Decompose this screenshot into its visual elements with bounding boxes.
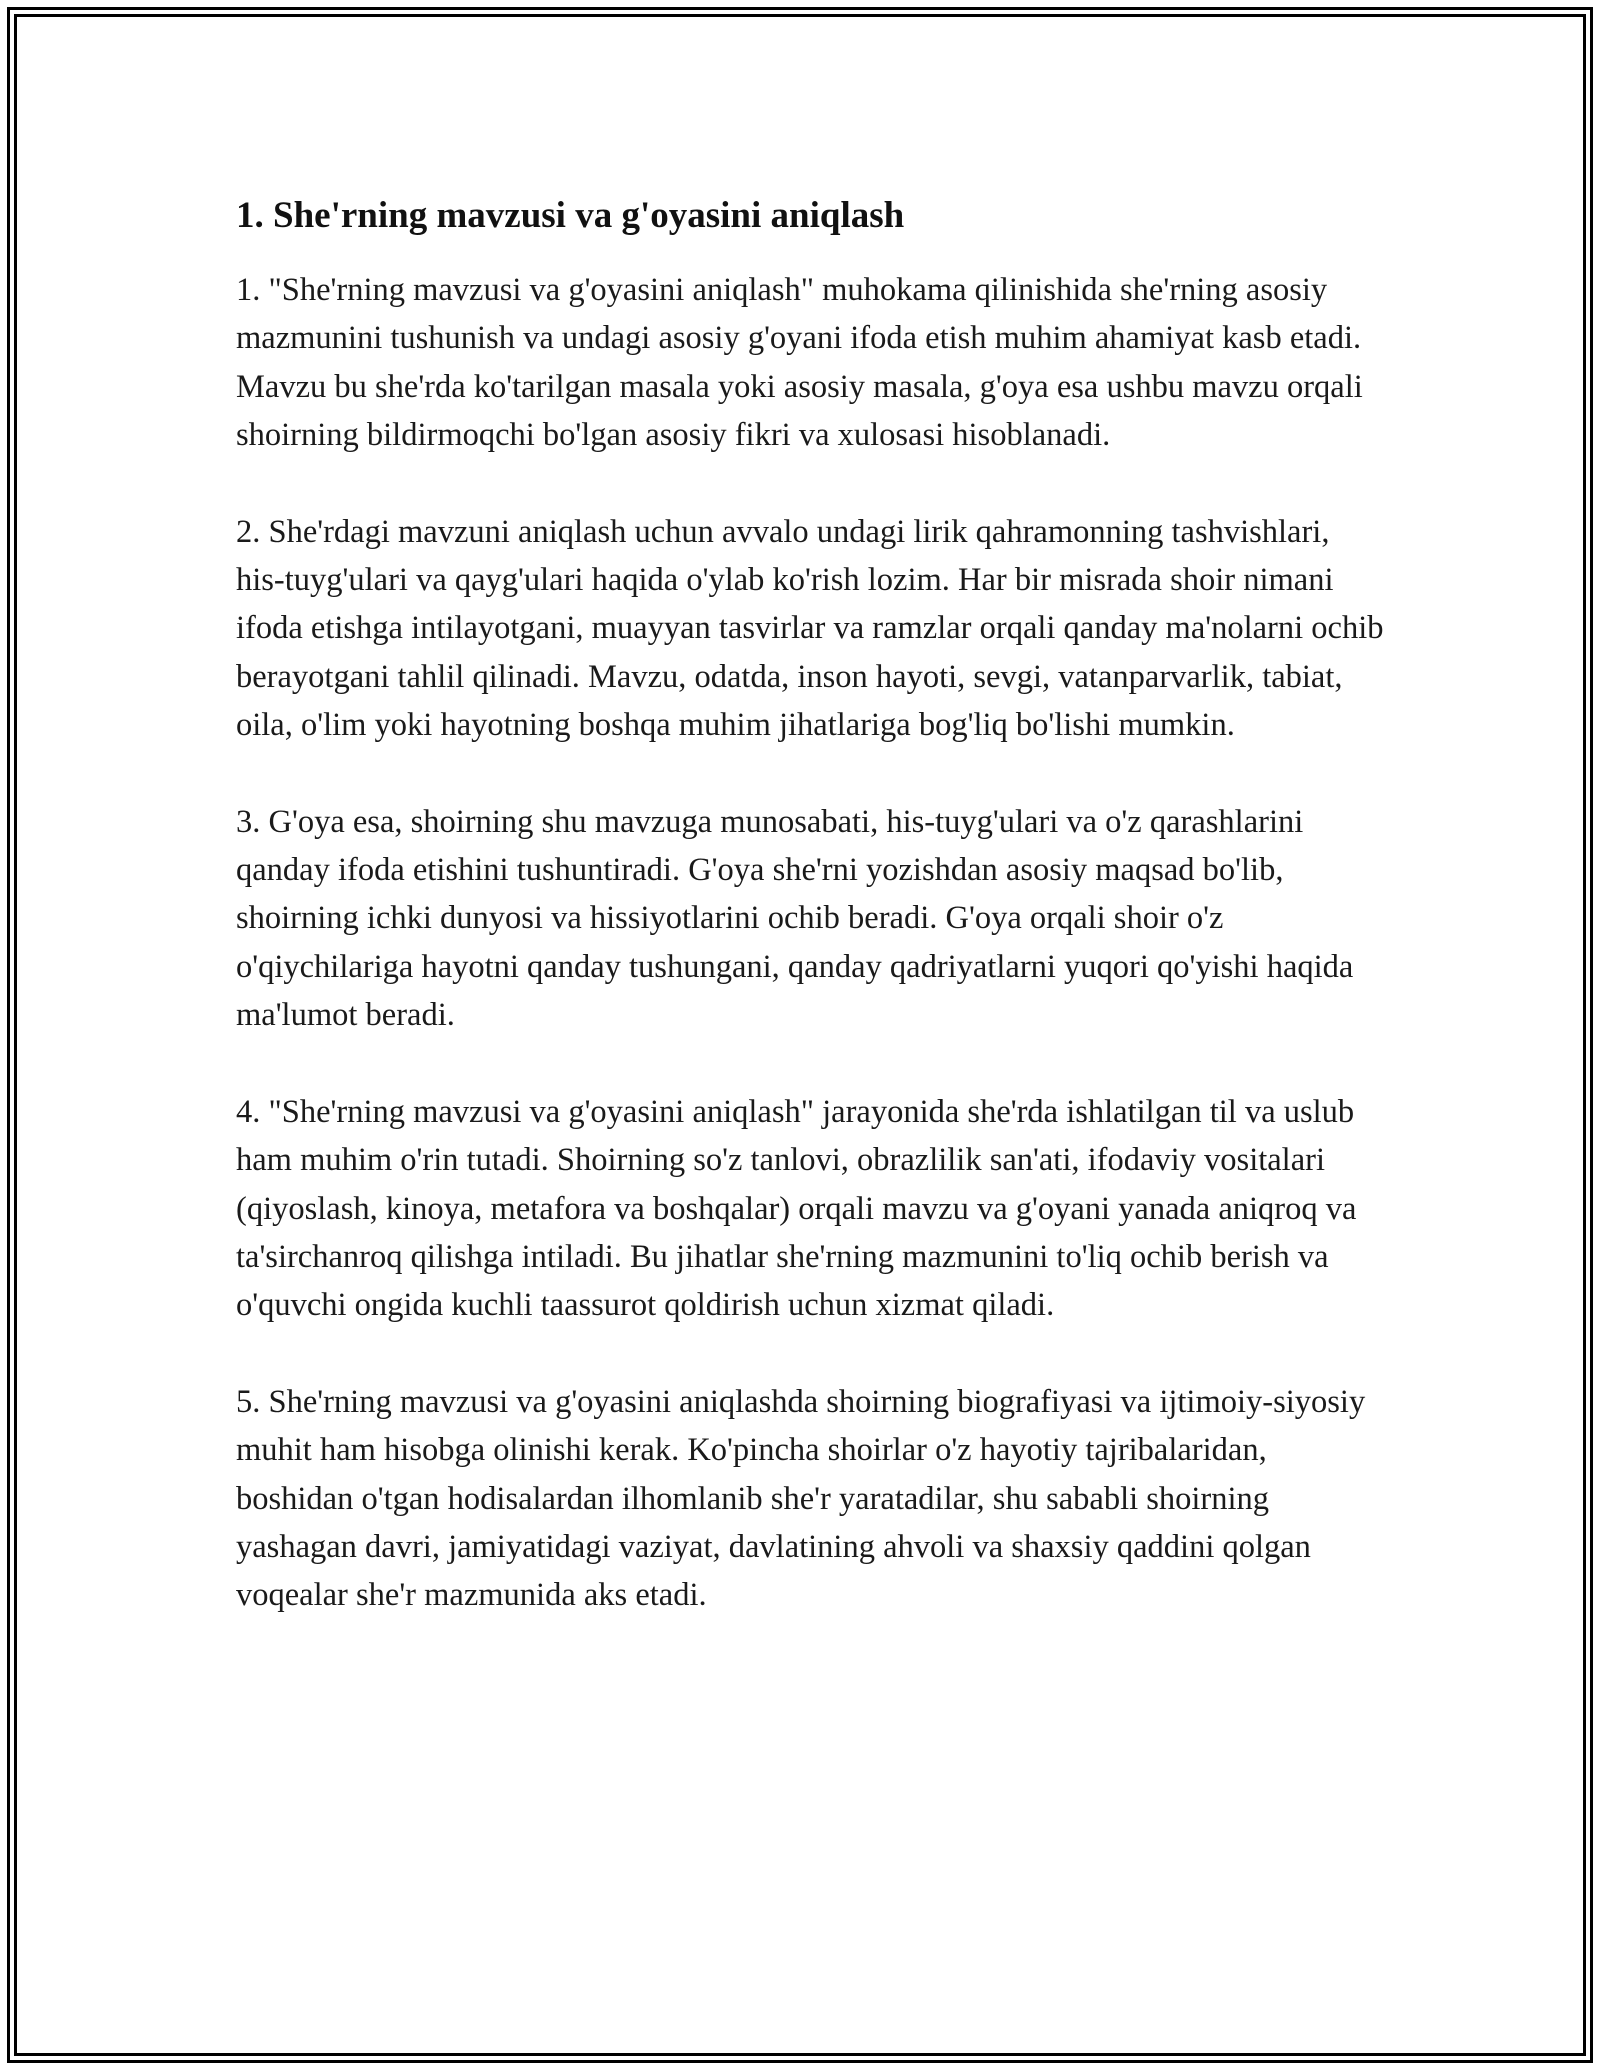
paragraph-3: 3. G'oya esa, shoirning shu mavzuga munosabati, his-tuyg'ulari va o'z qarashlarini qanday ifoda etishini tushuntiradi. G'oya she'rni yozishdan asosiy maqsad bo'lib, shoirning ichki dunyosi va hissiyotlarini ochib beradi. G'oya orqali shoir o'z o'qiychilariga hayotni qanday tushungani, qanday qadriyatlarni yuqori qo'yishi haqida ma'lumot beradi. xyxy=(236,803,1354,1034)
paragraph-1: 1. "She'rning mavzusi va g'oyasini aniqlash" muhokama qilinishida she'rning asosiy mazmunini tushunish va undagi asosiy g'oyani ifoda etish muhim ahamiyat kasb etadi. Mavzu bu she'rda ko'tarilgan masala yoki asosiy masala, g'oya esa ushbu mavzu orqali shoirning bildirmoqchi bo'lgan asosiy fikri va xulosasi hisoblanadi. xyxy=(236,272,1363,454)
paragraph-4: 4. "She'rning mavzusi va g'oyasini aniqlash" jarayonida she'rda ishlatilgan til va uslub ham muhim o'rin tutadi. Shoirning so'z tanlovi, obrazlilik san'ati, ifodaviy vositalari (qiyoslash, kinoya, metafora va boshqalar) orqali mavzu va g'oyani yanada aniqroq va ta'sirchanroq qilishga intiladi. Bu jihatlar she'rning mazmunini to'liq ochib berish va o'quvchi ongida kuchli taassurot qoldirish uchun xizmat qiladi. xyxy=(236,1093,1357,1324)
paragraph-2: 2. She'rdagi mavzuni aniqlash uchun avvalo undagi lirik qahramonning tashvishlari, his-tuyg'ulari va qayg'ulari haqida o'ylab ko'rish lozim. Har bir misrada shoir nimani ifoda etishga intilayotgani, muayyan tasvirlar va ramzlar orqali qanday ma'nolarni ochib berayotgani tahlil qilinadi. Mavzu, odatda, inson hayoti, sevgi, vatanparvarlik, tabiat, oila, o'lim yoki hayotning boshqa muhim jihatlariga bog'liq bo'lishi mumkin. xyxy=(236,513,1384,744)
paragraph-5: 5. She'rning mavzusi va g'oyasini aniqlashda shoirning biografiyasi va ijtimoiy-siyosiy muhit ham hisobga olinishi kerak. Ko'pincha shoirlar o'z hayotiy tajribalaridan, boshidan o'tgan hodisalardan ilhomlanib she'r yaratadilar, shu sababli shoirning yashagan davri, jamiyatidagi vaziyat, davlatining ahvoli va shaxsiy qaddini qolgan voqealar she'r mazmunida aks etadi. xyxy=(236,1383,1366,1614)
document-title: 1. She'rning mavzusi va g'oyasini aniqlash xyxy=(236,195,905,236)
document-body xyxy=(236,188,1386,1668)
